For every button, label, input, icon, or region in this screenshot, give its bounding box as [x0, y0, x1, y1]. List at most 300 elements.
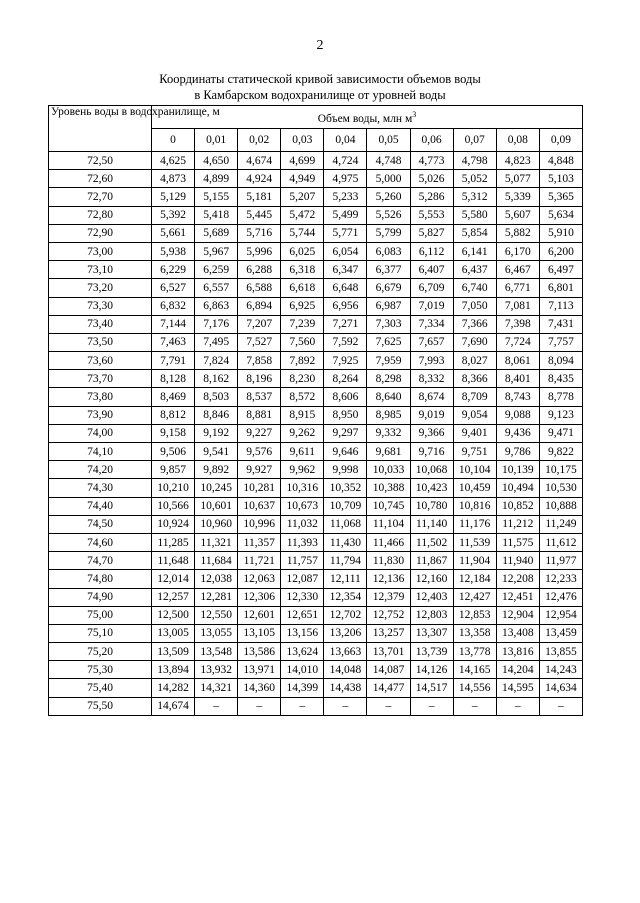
volume-cell: 11,430	[324, 533, 367, 551]
volume-cell: 11,068	[324, 515, 367, 533]
volume-cell: 12,601	[238, 606, 281, 624]
volume-cell: 7,207	[238, 315, 281, 333]
volume-cell: 4,975	[324, 170, 367, 188]
level-cell: 72,80	[49, 206, 152, 224]
volume-cell: 13,358	[453, 624, 496, 642]
volume-cell: 14,556	[453, 679, 496, 697]
volume-header-text: Объем воды, млн м	[317, 112, 413, 125]
volume-cell: 6,437	[453, 261, 496, 279]
volume-cell: 10,852	[496, 497, 539, 515]
table-row	[49, 206, 583, 224]
volume-cell: 8,985	[367, 406, 410, 424]
volume-cell: 6,987	[367, 297, 410, 315]
volume-cell: 5,129	[152, 188, 195, 206]
volume-cell: 4,848	[539, 152, 582, 170]
volume-cell: 6,377	[367, 261, 410, 279]
volume-cell: 8,230	[281, 370, 324, 388]
table-row	[49, 279, 583, 297]
volume-cell: 9,998	[324, 461, 367, 479]
volume-cell: 9,506	[152, 443, 195, 461]
level-cell: 73,30	[49, 297, 152, 315]
volume-cell: 12,427	[453, 588, 496, 606]
column-header: 0,02	[238, 129, 281, 152]
volume-cell: 8,537	[238, 388, 281, 406]
volume-cell: 4,724	[324, 152, 367, 170]
volume-cell: 10,888	[539, 497, 582, 515]
volume-cell: 13,206	[324, 624, 367, 642]
volume-cell: 6,709	[410, 279, 453, 297]
table-row	[49, 297, 583, 315]
level-cell: 73,80	[49, 388, 152, 406]
table-body	[49, 152, 583, 716]
volume-cell: 4,924	[238, 170, 281, 188]
volume-cell: 13,701	[367, 643, 410, 661]
volume-cell: 5,967	[195, 242, 238, 260]
level-cell: 74,70	[49, 552, 152, 570]
volume-cell: 6,925	[281, 297, 324, 315]
volume-cell: 5,910	[539, 224, 582, 242]
volume-cell: –	[453, 697, 496, 715]
volume-cell: 6,407	[410, 261, 453, 279]
volume-cell: 6,347	[324, 261, 367, 279]
volume-cell: 9,576	[238, 443, 281, 461]
volume-cell: 12,853	[453, 606, 496, 624]
volume-cell: 14,282	[152, 679, 195, 697]
volume-cell: 11,393	[281, 533, 324, 551]
volume-cell: 14,048	[324, 661, 367, 679]
page-number: 2	[316, 38, 324, 53]
volume-cell: 6,112	[410, 242, 453, 260]
volume-cell: 6,318	[281, 261, 324, 279]
volume-cell: 8,743	[496, 388, 539, 406]
volume-cell: 6,467	[496, 261, 539, 279]
volume-cell: 9,962	[281, 461, 324, 479]
volume-cell: 7,657	[410, 333, 453, 351]
level-cell: 73,40	[49, 315, 152, 333]
volume-cell: 5,771	[324, 224, 367, 242]
volume-cell: 11,539	[453, 533, 496, 551]
volume-cell: 4,699	[281, 152, 324, 170]
volume-cell: 7,239	[281, 315, 324, 333]
volume-cell: 8,606	[324, 388, 367, 406]
volume-cell: 5,472	[281, 206, 324, 224]
volume-cell: 13,855	[539, 643, 582, 661]
volume-cell: 8,401	[496, 370, 539, 388]
volume-cell: 8,435	[539, 370, 582, 388]
volume-cell: 11,757	[281, 552, 324, 570]
table-row	[49, 515, 583, 533]
volume-cell: 7,791	[152, 352, 195, 370]
volume-cell: 7,724	[496, 333, 539, 351]
table-row	[49, 443, 583, 461]
table-row	[49, 588, 583, 606]
volume-cell: 14,126	[410, 661, 453, 679]
volume-cell: 7,398	[496, 315, 539, 333]
level-cell: 74,00	[49, 424, 152, 442]
volume-cell: 14,243	[539, 661, 582, 679]
volume-cell: 9,541	[195, 443, 238, 461]
table-row	[49, 679, 583, 697]
volume-cell: 11,104	[367, 515, 410, 533]
volume-cell: 6,832	[152, 297, 195, 315]
volume-cell: 10,530	[539, 479, 582, 497]
volume-cell: 11,502	[410, 533, 453, 551]
volume-cell: 5,799	[367, 224, 410, 242]
table-row	[49, 643, 583, 661]
volume-cell: 7,824	[195, 352, 238, 370]
volume-cell: 11,357	[238, 533, 281, 551]
volume-cell: 8,846	[195, 406, 238, 424]
volume-cell: 10,566	[152, 497, 195, 515]
volume-cell: 7,366	[453, 315, 496, 333]
volume-cell: 10,673	[281, 497, 324, 515]
table-row	[49, 461, 583, 479]
table-row	[49, 188, 583, 206]
volume-cell: 9,927	[238, 461, 281, 479]
volume-cell: 5,155	[195, 188, 238, 206]
volume-cell: 5,689	[195, 224, 238, 242]
level-cell: 74,20	[49, 461, 152, 479]
volume-cell: 7,892	[281, 352, 324, 370]
volume-cell: 7,176	[195, 315, 238, 333]
volume-cell: 5,286	[410, 188, 453, 206]
volume-cell: 12,306	[238, 588, 281, 606]
table-row	[49, 697, 583, 715]
volume-cell: 8,027	[453, 352, 496, 370]
volume-cell: 14,165	[453, 661, 496, 679]
volume-table	[48, 105, 583, 716]
column-header: 0	[152, 129, 195, 152]
volume-cell: 12,651	[281, 606, 324, 624]
volume-cell: 9,857	[152, 461, 195, 479]
volume-cell: 13,257	[367, 624, 410, 642]
volume-cell: 5,026	[410, 170, 453, 188]
volume-cell: 13,739	[410, 643, 453, 661]
volume-cell: 11,321	[195, 533, 238, 551]
volume-cell: 11,140	[410, 515, 453, 533]
volume-cell: 10,245	[195, 479, 238, 497]
volume-cell: 5,607	[496, 206, 539, 224]
table-row	[49, 352, 583, 370]
volume-cell: 6,083	[367, 242, 410, 260]
volume-cell: 7,858	[238, 352, 281, 370]
volume-cell: 4,773	[410, 152, 453, 170]
volume-cell: –	[496, 697, 539, 715]
volume-cell: 5,103	[539, 170, 582, 188]
volume-cell: 9,297	[324, 424, 367, 442]
volume-cell: 5,260	[367, 188, 410, 206]
table-row	[49, 479, 583, 497]
volume-cell: 14,674	[152, 697, 195, 715]
volume-cell: 6,259	[195, 261, 238, 279]
volume-cell: 7,625	[367, 333, 410, 351]
volume-cell: 11,249	[539, 515, 582, 533]
volume-cell: 10,033	[367, 461, 410, 479]
volume-cell: 5,580	[453, 206, 496, 224]
volume-cell: 7,560	[281, 333, 324, 351]
volume-cell: 6,497	[539, 261, 582, 279]
volume-cell: 10,996	[238, 515, 281, 533]
volume-cell: –	[281, 697, 324, 715]
volume-cell: 5,716	[238, 224, 281, 242]
volume-cell: 4,823	[496, 152, 539, 170]
volume-cell: 12,233	[539, 570, 582, 588]
volume-cell: 14,204	[496, 661, 539, 679]
volume-cell: 6,170	[496, 242, 539, 260]
volume-cell: 8,298	[367, 370, 410, 388]
volume-cell: 12,451	[496, 588, 539, 606]
volume-cell: 10,924	[152, 515, 195, 533]
volume-cell: 12,550	[195, 606, 238, 624]
volume-cell: –	[367, 697, 410, 715]
volume-cell: 9,822	[539, 443, 582, 461]
volume-cell: 14,634	[539, 679, 582, 697]
volume-cell: 13,778	[453, 643, 496, 661]
volume-cell: 11,176	[453, 515, 496, 533]
volume-cell: 9,436	[496, 424, 539, 442]
volume-cell: 12,208	[496, 570, 539, 588]
volume-cell: –	[238, 697, 281, 715]
volume-cell: 10,745	[367, 497, 410, 515]
volume-cell: 9,646	[324, 443, 367, 461]
volume-cell: 9,158	[152, 424, 195, 442]
level-cell: 75,10	[49, 624, 152, 642]
volume-cell: –	[410, 697, 453, 715]
volume-cell: 12,063	[238, 570, 281, 588]
volume-cell: 4,873	[152, 170, 195, 188]
volume-cell: 12,184	[453, 570, 496, 588]
volume-cell: 10,388	[367, 479, 410, 497]
volume-cell: 10,316	[281, 479, 324, 497]
table-row	[49, 624, 583, 642]
table-row	[49, 333, 583, 351]
volume-cell: 13,459	[539, 624, 582, 642]
volume-cell: 9,332	[367, 424, 410, 442]
volume-cell: 7,431	[539, 315, 582, 333]
volume-cell: 9,192	[195, 424, 238, 442]
volume-cell: 13,105	[238, 624, 281, 642]
volume-cell: 13,816	[496, 643, 539, 661]
volume-cell: 8,128	[152, 370, 195, 388]
volume-cell: 10,494	[496, 479, 539, 497]
volume-cell: 7,144	[152, 315, 195, 333]
table-row	[49, 224, 583, 242]
volume-cell: 7,019	[410, 297, 453, 315]
level-cell: 72,50	[49, 152, 152, 170]
volume-cell: 13,624	[281, 643, 324, 661]
table-row	[49, 388, 583, 406]
volume-cell: 11,612	[539, 533, 582, 551]
volume-cell: 11,212	[496, 515, 539, 533]
volume-cell: 12,476	[539, 588, 582, 606]
volume-cell: 10,281	[238, 479, 281, 497]
volume-cell: 7,757	[539, 333, 582, 351]
volume-cell: 7,592	[324, 333, 367, 351]
volume-cell: 9,681	[367, 443, 410, 461]
volume-cell: 6,618	[281, 279, 324, 297]
level-cell: 73,20	[49, 279, 152, 297]
volume-cell: 12,330	[281, 588, 324, 606]
volume-cell: 5,312	[453, 188, 496, 206]
volume-cell: 13,894	[152, 661, 195, 679]
volume-cell: 6,025	[281, 242, 324, 260]
volume-cell: 11,794	[324, 552, 367, 570]
volume-cell: 9,751	[453, 443, 496, 461]
volume-cell: 5,938	[152, 242, 195, 260]
volume-cell: 8,915	[281, 406, 324, 424]
volume-cell: 10,709	[324, 497, 367, 515]
column-header: 0,06	[410, 129, 453, 152]
volume-cell: 6,054	[324, 242, 367, 260]
volume-header-unit-superscript: 3	[412, 109, 417, 119]
volume-cell: 14,010	[281, 661, 324, 679]
column-header: 0,05	[367, 129, 410, 152]
volume-cell: 7,303	[367, 315, 410, 333]
volume-cell: 14,321	[195, 679, 238, 697]
volume-cell: 5,052	[453, 170, 496, 188]
volume-cell: 11,721	[238, 552, 281, 570]
volume-cell: 5,827	[410, 224, 453, 242]
volume-cell: 12,160	[410, 570, 453, 588]
volume-cell: 12,803	[410, 606, 453, 624]
volume-cell: 5,526	[367, 206, 410, 224]
volume-cell: 12,354	[324, 588, 367, 606]
volume-cell: 9,366	[410, 424, 453, 442]
volume-cell: –	[539, 697, 582, 715]
volume-cell: 9,401	[453, 424, 496, 442]
volume-cell: 9,892	[195, 461, 238, 479]
volume-cell: 5,077	[496, 170, 539, 188]
volume-cell: 12,904	[496, 606, 539, 624]
table-row	[49, 315, 583, 333]
volume-cell: 13,586	[238, 643, 281, 661]
table-row	[49, 152, 583, 170]
table-row	[49, 533, 583, 551]
volume-cell: 8,709	[453, 388, 496, 406]
level-cell: 75,20	[49, 643, 152, 661]
volume-cell: 11,684	[195, 552, 238, 570]
level-cell: 75,00	[49, 606, 152, 624]
volume-cell: 12,111	[324, 570, 367, 588]
table-row	[49, 170, 583, 188]
level-cell: 73,50	[49, 333, 152, 351]
volume-cell: 9,471	[539, 424, 582, 442]
volume-cell: 4,949	[281, 170, 324, 188]
volume-cell: 8,503	[195, 388, 238, 406]
volume-cell: 6,956	[324, 297, 367, 315]
volume-cell: 10,104	[453, 461, 496, 479]
volume-cell: 7,925	[324, 352, 367, 370]
volume-cell: 11,830	[367, 552, 410, 570]
volume-cell: 5,854	[453, 224, 496, 242]
volume-cell: 13,307	[410, 624, 453, 642]
volume-cell: 13,156	[281, 624, 324, 642]
volume-cell: 5,339	[496, 188, 539, 206]
volume-cell: 6,588	[238, 279, 281, 297]
volume-cell: 5,207	[281, 188, 324, 206]
volume-cell: 5,634	[539, 206, 582, 224]
volume-cell: 9,019	[410, 406, 453, 424]
volume-cell: 11,285	[152, 533, 195, 551]
volume-cell: 8,332	[410, 370, 453, 388]
volume-cell: 14,087	[367, 661, 410, 679]
volume-cell: –	[195, 697, 238, 715]
volume-cell: 6,229	[152, 261, 195, 279]
level-cell: 73,10	[49, 261, 152, 279]
volume-cell: 6,288	[238, 261, 281, 279]
volume-cell: 6,801	[539, 279, 582, 297]
volume-cell: 7,081	[496, 297, 539, 315]
level-cell: 74,80	[49, 570, 152, 588]
volume-cell: 14,399	[281, 679, 324, 697]
volume-cell: 4,650	[195, 152, 238, 170]
volume-cell: 8,950	[324, 406, 367, 424]
volume-cell: 12,014	[152, 570, 195, 588]
volume-cell: 12,038	[195, 570, 238, 588]
volume-cell: 6,648	[324, 279, 367, 297]
level-cell: 75,30	[49, 661, 152, 679]
title-line-1: Координаты статической кривой зависимости объемов воды	[159, 72, 481, 86]
volume-cell: 10,068	[410, 461, 453, 479]
volume-cell: 11,648	[152, 552, 195, 570]
table-row	[49, 661, 583, 679]
volume-cell: 4,748	[367, 152, 410, 170]
volume-cell: 10,637	[238, 497, 281, 515]
volume-cell: 8,881	[238, 406, 281, 424]
volume-cell: 8,061	[496, 352, 539, 370]
volume-cell: 7,050	[453, 297, 496, 315]
column-header: 0,04	[324, 129, 367, 152]
volume-cell: 8,640	[367, 388, 410, 406]
table-row	[49, 406, 583, 424]
volume-cell: 5,392	[152, 206, 195, 224]
volume-cell: 4,798	[453, 152, 496, 170]
volume-cell: 8,366	[453, 370, 496, 388]
volume-cell: 11,575	[496, 533, 539, 551]
volume-cell: 9,123	[539, 406, 582, 424]
volume-cell: 5,996	[238, 242, 281, 260]
level-cell: 74,40	[49, 497, 152, 515]
volume-cell: 11,032	[281, 515, 324, 533]
volume-cell: 14,438	[324, 679, 367, 697]
volume-cell: 5,233	[324, 188, 367, 206]
column-header: 0,03	[281, 129, 324, 152]
level-cell: 74,10	[49, 443, 152, 461]
volume-cell: 6,740	[453, 279, 496, 297]
volume-cell: 14,595	[496, 679, 539, 697]
volume-cell: 8,264	[324, 370, 367, 388]
volume-cell: 8,094	[539, 352, 582, 370]
volume-cell: 9,611	[281, 443, 324, 461]
volume-cell: 8,196	[238, 370, 281, 388]
volume-cell: 7,993	[410, 352, 453, 370]
level-cell: 72,70	[49, 188, 152, 206]
volume-cell: 9,262	[281, 424, 324, 442]
volume-cell: 12,403	[410, 588, 453, 606]
level-cell: 75,40	[49, 679, 152, 697]
volume-cell: 11,977	[539, 552, 582, 570]
volume-cell: 5,553	[410, 206, 453, 224]
volume-cell: 11,867	[410, 552, 453, 570]
volume-cell: 7,959	[367, 352, 410, 370]
volume-cell: 8,674	[410, 388, 453, 406]
table-row	[49, 424, 583, 442]
volume-cell: 13,509	[152, 643, 195, 661]
volume-cell: 6,863	[195, 297, 238, 315]
volume-cell: 13,932	[195, 661, 238, 679]
table-header	[49, 106, 583, 152]
volume-cell: 12,257	[152, 588, 195, 606]
